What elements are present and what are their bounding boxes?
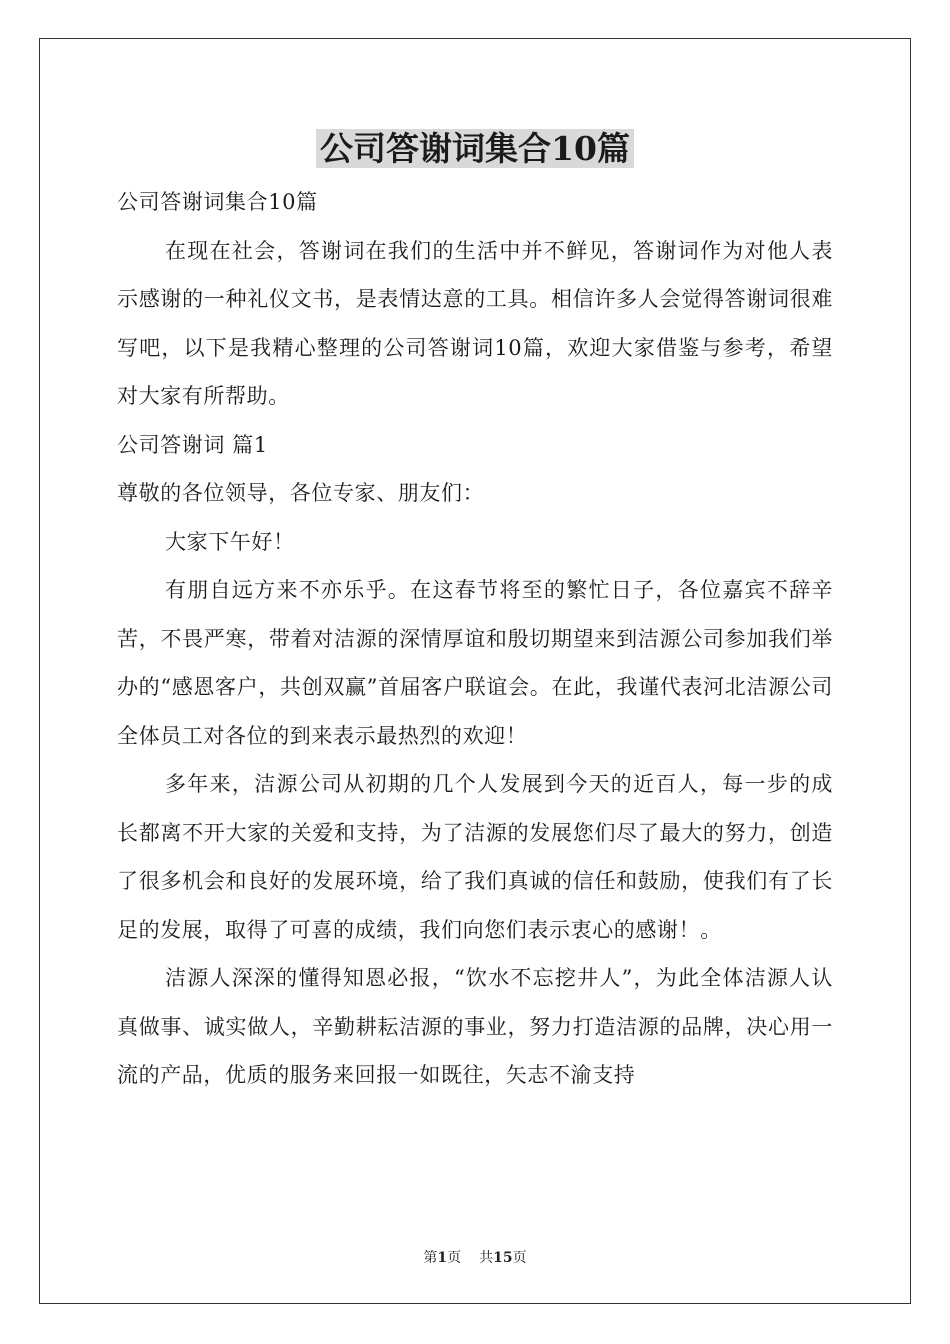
page-number: 1	[437, 1250, 448, 1266]
paragraph: 公司答谢词集合10篇	[117, 190, 318, 214]
document-body	[117, 178, 833, 1100]
paragraph: 在现在社会，答谢词在我们的生活中并不鲜见，答谢词作为对他人表示感谢的一种礼仪文书，是表情达意的工具。相信许多人会觉得答谢词很难写吧，以下是我精心整理的公司答谢词10篇，欢迎大家借鉴与参考，希望对大家有所帮助。	[117, 238, 833, 408]
total-prefix: 共	[479, 1250, 494, 1266]
paragraph: 洁源人深深的懂得知恩必报，“饮水不忘挖井人”，为此全体洁源人认真做事、诚实做人，辛勤耕耘洁源的事业，努力打造洁源的品牌，决心用一流的产品，优质的服务来回报一如既往，矢志不渝支持	[117, 966, 833, 1087]
salutation: 尊敬的各位领导，各位专家、朋友们：	[117, 481, 485, 505]
page-footer	[0, 1248, 950, 1268]
page-prefix: 第	[423, 1250, 438, 1266]
section-heading: 公司答谢词 篇1	[117, 432, 268, 457]
document-title	[0, 126, 950, 172]
greeting: 大家下午好！	[165, 529, 295, 554]
paragraph: 有朋自远方来不亦乐乎。在这春节将至的繁忙日子，各位嘉宾不辞辛苦，不畏严寒，带着对洁源的深情厚谊和殷切期望来到洁源公司参加我们举办的“感恩客户，共创双赢”首届客户联谊会。在此，我谨代表河北洁源公司全体员工对各位的到来表示最热烈的欢迎！	[117, 578, 833, 748]
total-suffix: 页	[512, 1250, 527, 1266]
paragraph: 多年来，洁源公司从初期的几个人发展到今天的近百人，每一步的成长都离不开大家的关爱和支持，为了洁源的发展您们尽了最大的努力，创造了很多机会和良好的发展环境，给了我们真诚的信任和鼓励，使我们有了长足的发展，取得了可喜的成绩，我们向您们表示衷心的感谢！。	[117, 772, 833, 942]
total-pages: 15	[493, 1250, 513, 1266]
page-suffix: 页	[447, 1250, 462, 1266]
document-title-text: 公司答谢词集合10篇	[316, 129, 634, 168]
